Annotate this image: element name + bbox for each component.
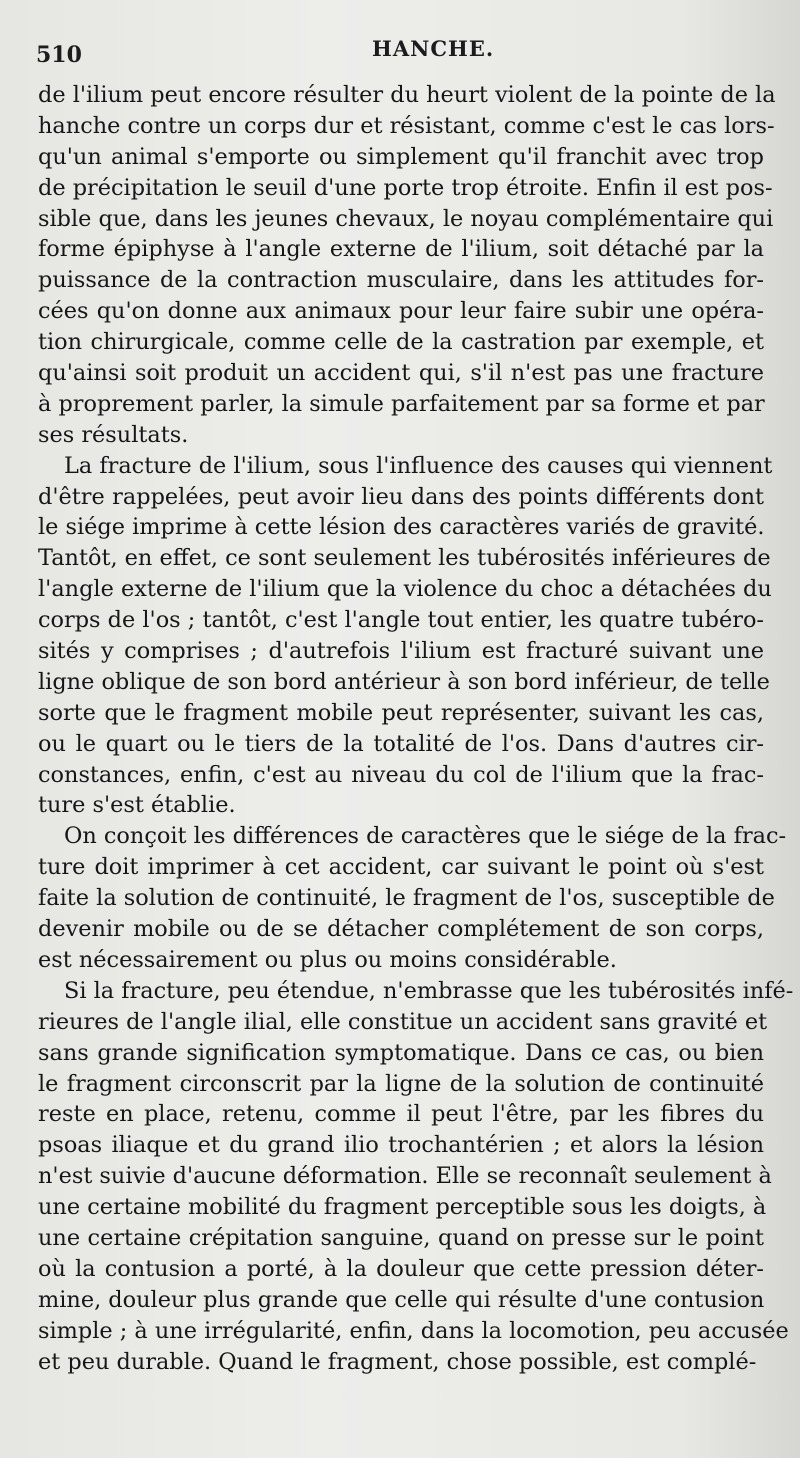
- text-line: où la contusion a porté, à la douleur que cette pression déter-: [38, 1255, 764, 1282]
- text-line: devenir mobile ou de se détacher complétement de son corps,: [38, 916, 764, 943]
- text-line: sible que, dans les jeunes chevaux, le noyau complémentaire qui: [38, 205, 774, 232]
- running-head: HANCHE.: [372, 36, 495, 61]
- text-line: forme épiphyse à l'angle externe de l'ilium, soit détaché par la: [38, 236, 764, 263]
- text-line: qu'ainsi soit produit un accident qui, s'il n'est pas une fracture: [38, 360, 764, 387]
- text-line: La fracture de l'ilium, sous l'influence des causes qui viennent: [64, 452, 773, 479]
- body-text: [38, 80, 794, 1377]
- text-line: ture s'est établie.: [38, 792, 236, 819]
- text-line: faite la solution de continuité, le fragment de l'os, susceptible de: [38, 885, 775, 912]
- text-line: est nécessairement ou plus ou moins considérable.: [38, 946, 617, 973]
- text-line: une certaine crépitation sanguine, quand on presse sur le point: [38, 1224, 764, 1251]
- text-line: ou le quart ou le tiers de la totalité de l'os. Dans d'autres cir-: [38, 730, 764, 757]
- page-header: [36, 34, 736, 68]
- text-line: de précipitation le seuil d'une porte trop étroite. Enfin il est pos-: [38, 174, 773, 201]
- text-line: psoas iliaque et du grand ilio trochantérien ; et alors la lésion: [38, 1132, 764, 1159]
- text-line: une certaine mobilité du fragment perceptible sous les doigts, à: [38, 1194, 767, 1221]
- text-line: à proprement parler, la simule parfaitement par sa forme et par: [38, 390, 765, 417]
- text-line: d'être rappelées, peut avoir lieu dans des points différents dont: [38, 483, 764, 510]
- text-line: le fragment circonscrit par la ligne de la solution de continuité: [38, 1070, 764, 1097]
- text-line: qu'un animal s'emporte ou simplement qu'il franchit avec trop: [38, 143, 764, 170]
- text-line: cées qu'on donne aux animaux pour leur faire subir une opéra-: [38, 298, 764, 325]
- text-line: ture doit imprimer à cet accident, car suivant le point où s'est: [38, 854, 764, 881]
- text-line: le siége imprime à cette lésion des caractères variés de gravité.: [38, 514, 765, 541]
- text-line: corps de l'os ; tantôt, c'est l'angle tout entier, les quatre tubéro-: [38, 607, 764, 634]
- text-line: et peu durable. Quand le fragment, chose possible, est complé-: [38, 1348, 757, 1375]
- text-line: hanche contre un corps dur et résistant, comme c'est le cas lors-: [38, 112, 775, 139]
- paragraph: [38, 80, 776, 451]
- text-line: mine, douleur plus grande que celle qui résulte d'une contusion: [38, 1286, 765, 1313]
- text-line: ligne oblique de son bord antérieur à son bord inférieur, de telle: [38, 668, 770, 695]
- text-line: Tantôt, en effet, ce sont seulement les tubérosités inférieures de: [38, 545, 771, 572]
- text-line: ses résultats.: [38, 421, 189, 448]
- text-line: tion chirurgicale, comme celle de la castration par exemple, et: [38, 329, 764, 356]
- text-line: Si la fracture, peu étendue, n'embrasse que les tubérosités infé-: [64, 977, 794, 1004]
- paragraph: [38, 821, 787, 975]
- paragraph: [38, 451, 773, 822]
- text-line: sorte que le fragment mobile peut représenter, suivant les cas,: [38, 699, 764, 726]
- page-number: 510: [36, 42, 82, 68]
- text-line: l'angle externe de l'ilium que la violence du choc a détachées du: [38, 576, 772, 603]
- text-line: puissance de la contraction musculaire, dans les attitudes for-: [38, 267, 764, 294]
- text-line: reste en place, retenu, comme il peut l'être, par les fibres du: [38, 1101, 764, 1128]
- paragraph: [38, 976, 794, 1378]
- text-line: n'est suivie d'aucune déformation. Elle se reconnaît seulement à: [38, 1163, 772, 1190]
- text-line: rieures de l'angle ilial, elle constitue un accident sans gravité et: [38, 1008, 768, 1035]
- text-line: On conçoit les différences de caractères que le siége de la frac-: [64, 823, 787, 850]
- text-line: sités y comprises ; d'autrefois l'ilium est fracturé suivant une: [38, 638, 764, 665]
- text-line: constances, enfin, c'est au niveau du col de l'ilium que la frac-: [38, 761, 764, 788]
- text-line: de l'ilium peut encore résulter du heurt violent de la pointe de la: [38, 82, 776, 108]
- text-line: sans grande signification symptomatique. Dans ce cas, ou bien: [38, 1039, 764, 1066]
- text-line: simple ; à une irrégularité, enfin, dans la locomotion, peu accusée: [38, 1317, 789, 1344]
